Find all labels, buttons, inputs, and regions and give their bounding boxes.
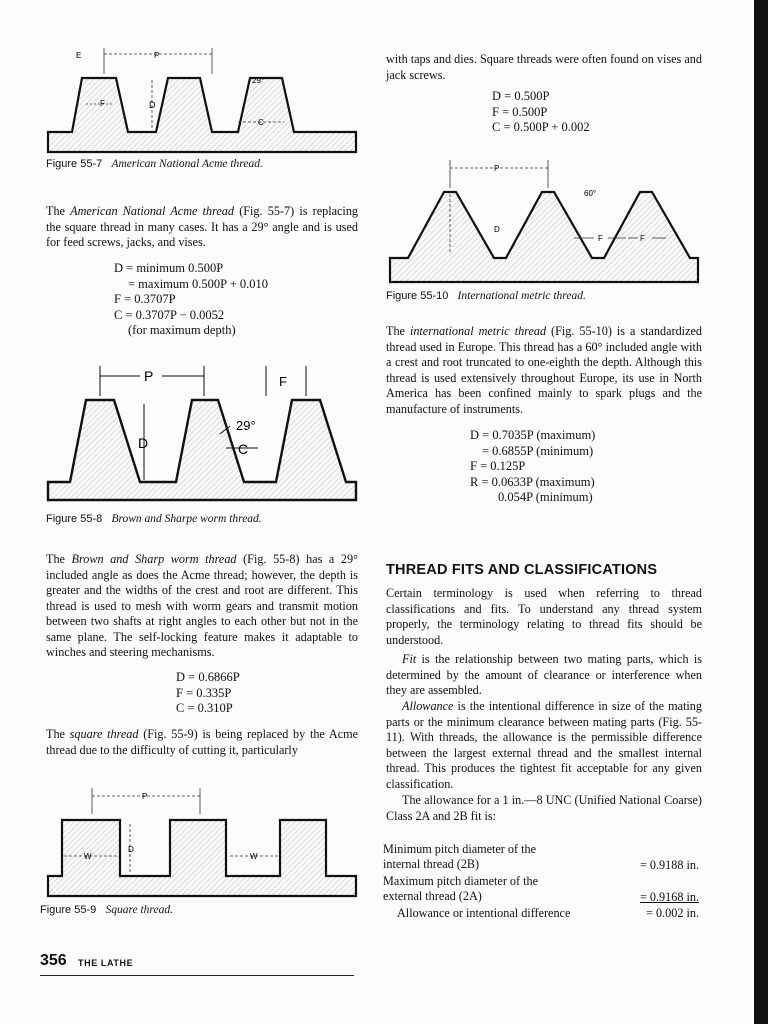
equation: F = 0.500P <box>492 104 548 119</box>
fig557-p-label: P <box>154 51 160 60</box>
text-run: Certain terminology is used when referring to thread classifications and fits. To understand any thread system properly, the terminology relating to thread fits should be understood. <box>386 586 702 647</box>
fits-paragraph-3 <box>386 699 702 792</box>
caption-label: Figure 55-8 <box>46 513 103 525</box>
figure-55-7-caption <box>46 158 263 170</box>
fig557-d-label: D <box>149 100 156 110</box>
equation: F = 0.3707P <box>114 292 176 306</box>
text-run: The <box>46 727 70 741</box>
figure-55-10-diagram <box>386 154 704 288</box>
caption-title: Square thread. <box>105 904 173 916</box>
text-run: The <box>46 204 71 218</box>
row-value: = 0.002 in. <box>646 906 699 920</box>
footer-rule <box>40 975 354 976</box>
text-run: (Fig. 55-10) is a standardized thread used in Europe. This thread has a 60° included angle with a crest and root truncated to one-eighth the depth. Although this thread is used extensively throughout Europe, its use in North America has been confined mainly to spark plugs and the manufacture of instruments. <box>386 324 702 416</box>
worm-paragraph <box>46 552 358 661</box>
fit-term: Fit <box>402 652 417 666</box>
metric-paragraph <box>386 324 702 417</box>
table-row <box>383 874 699 906</box>
fig5510-angle-label: 60° <box>584 189 597 198</box>
allowance-table <box>383 842 699 922</box>
fig558-c-label: C <box>238 441 249 457</box>
equation: C = 0.310P <box>176 701 233 715</box>
fig557-f-label: F <box>100 99 105 108</box>
row-label-line: Maximum pitch diameter of the <box>383 874 539 888</box>
figure-55-9-caption <box>40 904 173 916</box>
equation: 0.054P (minimum) <box>498 490 593 504</box>
text-run: is the intentional difference in size of the mating parts or the minimum clearance between mating parts (Fig. 55-11). With threads, the allowance is the permissible difference between the largest external thread and the smallest internal thread. This produces the tightest fit acceptable for any given classification. <box>386 699 702 791</box>
equation: R = 0.0633P (maximum) <box>470 474 595 489</box>
fig557-e-label: E <box>76 51 82 60</box>
caption-label: Figure 55-7 <box>46 158 103 170</box>
worm-equations <box>176 670 240 717</box>
equation: D = 0.7035P (maximum) <box>470 428 596 442</box>
metric-equations <box>470 428 595 506</box>
caption-label: Figure 55-9 <box>40 904 97 916</box>
page-edge-shadow <box>754 0 768 1024</box>
metric-term: international metric thread <box>409 324 547 338</box>
page-number: 356 <box>40 952 67 969</box>
equation: C = 0.3707P − 0.0052 <box>114 307 225 322</box>
text-run: is the relationship between two mating parts, which is determined by the amount of clearance or interference when they are assembled. <box>386 652 702 697</box>
section-heading: THREAD FITS AND CLASSIFICATIONS <box>386 562 658 578</box>
row-value: = 0.9168 in. <box>639 890 699 904</box>
fig5510-d-label: D <box>494 225 500 234</box>
equation: = 0.6855P (minimum) <box>482 443 594 458</box>
table-row <box>383 842 699 874</box>
equation: = maximum 0.500P + 0.010 <box>128 276 269 291</box>
figure-55-8-caption <box>46 513 262 525</box>
text-run: with taps and dies. Square threads were often found on vises and jack screws. <box>386 52 702 82</box>
acme-equations <box>114 261 268 339</box>
fig559-d-label: D <box>128 845 134 854</box>
running-footer: THE LATHE <box>78 958 134 968</box>
row-label-line: external thread (2A) <box>383 889 482 903</box>
row-value: = 0.9188 in. <box>639 858 699 872</box>
table-row <box>383 906 699 922</box>
equation: D = 0.500P <box>492 89 550 103</box>
text-run: The allowance for a 1 in.—8 UNC (Unified National Coarse) Class 2A and 2B fit is: <box>386 793 702 823</box>
square-paragraph <box>46 727 358 758</box>
text-run: The <box>386 324 410 338</box>
figure-55-7-diagram <box>44 44 362 154</box>
fig558-p-label: P <box>144 368 154 384</box>
equation: D = minimum 0.500P <box>114 261 224 275</box>
row-label-line: Allowance or intentional difference <box>397 906 571 920</box>
figure-55-10-caption <box>386 290 586 302</box>
equation: (for maximum depth) <box>128 323 236 337</box>
row-label-line: internal thread (2B) <box>383 857 480 871</box>
fig559-w2-label: W <box>250 852 258 861</box>
caption-title: International metric thread. <box>457 290 586 302</box>
equation: D = 0.6866P <box>176 670 240 684</box>
fig5510-f2-label: F <box>640 234 645 243</box>
text-run: (Fig. 55-8) has a 29° included angle as does the Acme thread; however, the depth is greater and the widths of the crest and root are different. This thread is used to mesh with worm gears and transmit motion between two shafts at right angles to each other but not in the same plane. The self-locking feature makes it adaptable to winches and steering mechanisms. <box>46 552 358 659</box>
worm-term: Brown and Sharp worm thread <box>71 552 237 566</box>
square-equations <box>492 89 590 136</box>
text-run: The <box>46 552 72 566</box>
figure-55-9-diagram <box>44 784 362 902</box>
text-run: (Fig. 55-7) is replacing the square thread in many cases. It has a 29° angle and is used for feed screws, jacks, and vises. <box>46 204 359 249</box>
caption-title: Brown and Sharpe worm thread. <box>111 513 262 525</box>
caption-label: Figure 55-10 <box>386 290 449 302</box>
equation: F = 0.335P <box>176 685 232 700</box>
row-label-line: Minimum pitch diameter of the <box>383 842 536 856</box>
allowance-term: Allowance <box>402 699 454 713</box>
acme-term: American National Acme thread <box>70 204 234 218</box>
fig557-angle-label: 29° <box>252 76 265 85</box>
figure-55-8-diagram <box>44 360 362 510</box>
fig559-w1-label: W <box>84 852 92 861</box>
equation: C = 0.500P + 0.002 <box>492 120 590 134</box>
fig5510-p-label: P <box>494 164 500 173</box>
text-run: (Fig. 55-9) is being replaced by the Acme thread due to the difficulty of cutting it, particularly <box>46 727 358 757</box>
fig5510-f1-label: F <box>598 234 603 243</box>
fits-paragraph-2 <box>386 652 702 699</box>
fig558-angle-label: 29° <box>236 418 256 433</box>
caption-title: American National Acme thread. <box>111 158 263 170</box>
fits-paragraph-1 <box>386 586 702 648</box>
acme-paragraph <box>46 204 358 251</box>
fig558-f-label: F <box>279 374 287 389</box>
square-continued-paragraph <box>386 52 702 83</box>
fig558-d-label: D <box>138 435 149 451</box>
fig557-c-label: C <box>258 118 264 127</box>
fits-paragraph-4 <box>386 793 702 824</box>
fig559-p-label: P <box>142 792 148 801</box>
square-term: square thread <box>69 727 139 741</box>
equation: F = 0.125P <box>470 459 526 473</box>
